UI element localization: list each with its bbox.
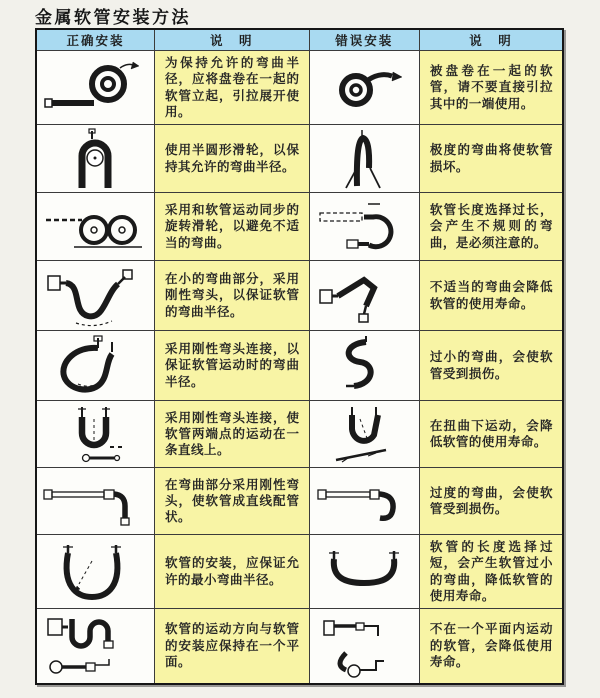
rigid-elbow-small-bend-icon (42, 264, 148, 328)
single-plane-motion-trap-icon (42, 613, 148, 679)
table-row (36, 535, 563, 609)
wrong-description: 极度的弯曲将使软管损坏。 (419, 125, 563, 193)
table-header-row (36, 29, 563, 51)
wrong-description: 过小的弯曲，会使软管受到损伤。 (419, 331, 563, 401)
wrong-illustration-cell (309, 331, 419, 401)
wrong-description: 软管的长度选择过短，会产生软管过小的弯曲，降低软管的使用寿命。 (419, 535, 563, 609)
correct-description: 在小的弯曲部分，采用刚性弯头，以保证软管的弯曲半径。 (154, 261, 309, 331)
installation-table (35, 28, 564, 685)
straight-run-rigid-elbow-icon (42, 470, 148, 532)
table-row (36, 125, 563, 193)
u-bend-inline-motion-icon (42, 403, 148, 465)
correct-illustration-cell (36, 468, 154, 535)
correct-description: 软管的运动方向与软管的安装应保持在一个平面。 (154, 609, 309, 684)
wrong-illustration-cell (309, 609, 419, 684)
correct-illustration-cell (36, 125, 154, 193)
too-short-hose-flat-bend-icon (316, 541, 412, 603)
page-title: 金属软管安装方法 (35, 8, 191, 28)
hose-over-semicircular-pulley-icon (42, 128, 148, 190)
wrong-illustration-cell (309, 468, 419, 535)
correct-description: 为保持允许的弯曲半径，应将盘卷在一起的软管立起，引拉展开使用。 (154, 51, 309, 125)
too-small-bend-s-curve-icon (316, 334, 412, 398)
rigid-elbow-connection-hook-icon (42, 334, 148, 398)
u-bend-twisted-motion-icon (316, 403, 412, 465)
header-correct-installation: 正确安装 (36, 29, 154, 51)
correct-description: 在弯曲部分采用刚性弯头，使软管成直线配管状。 (154, 468, 309, 535)
wrong-illustration-cell (309, 51, 419, 125)
correct-illustration-cell (36, 609, 154, 684)
synchronized-rotating-pulleys-icon (42, 196, 148, 258)
table-row (36, 51, 563, 125)
header-wrong-explanation: 说 明 (419, 29, 563, 51)
correct-description: 软管的安装，应保证允许的最小弯曲半径。 (154, 535, 309, 609)
out-of-plane-motion-icon (316, 613, 412, 679)
correct-illustration-cell (36, 51, 154, 125)
coiled-hose-end-pulled-icon (316, 56, 412, 120)
header-wrong-installation: 错误安装 (309, 29, 419, 51)
correct-illustration-cell (36, 401, 154, 468)
correct-description: 使用半圆形滑轮，以保持其允许的弯曲半径。 (154, 125, 309, 193)
overbent-end-loop-icon (316, 470, 412, 532)
wrong-illustration-cell (309, 193, 419, 261)
correct-illustration-cell (36, 535, 154, 609)
table-row (36, 468, 563, 535)
wrong-illustration-cell (309, 535, 419, 609)
overlong-hose-irregular-loop-icon (316, 196, 412, 258)
wrong-illustration-cell (309, 125, 419, 193)
hose-sharp-hairpin-bend-icon (316, 128, 412, 190)
table-row (36, 609, 563, 684)
coiled-hose-standing-unrolled-icon (42, 56, 148, 120)
wrong-description: 过度的弯曲，会使软管受到损伤。 (419, 468, 563, 535)
header-correct-explanation: 说 明 (154, 29, 309, 51)
correct-illustration-cell (36, 193, 154, 261)
wrong-illustration-cell (309, 401, 419, 468)
table-row (36, 331, 563, 401)
correct-description: 采用刚性弯头连接，使软管两端点的运动在一条直线上。 (154, 401, 309, 468)
table-row (36, 193, 563, 261)
minimum-bend-radius-u-icon (42, 541, 148, 603)
table-row (36, 261, 563, 331)
table-row (36, 401, 563, 468)
wrong-description: 软管长度选择过长，会产生不规则的弯曲，是必须注意的。 (419, 193, 563, 261)
wrong-description: 不适当的弯曲会降低软管的使用寿命。 (419, 261, 563, 331)
wrong-description: 在扭曲下运动，会降低软管的使用寿命。 (419, 401, 563, 468)
correct-description: 采用和软管运动同步的旋转滑轮，以避免不适当的弯曲。 (154, 193, 309, 261)
improper-sharp-bend-icon (316, 264, 412, 328)
correct-illustration-cell (36, 331, 154, 401)
wrong-description: 不在一个平面内运动的软管，会降低使用寿命。 (419, 609, 563, 684)
correct-illustration-cell (36, 261, 154, 331)
correct-description: 采用刚性弯头连接，以保证软管运动时的弯曲半径。 (154, 331, 309, 401)
wrong-illustration-cell (309, 261, 419, 331)
wrong-description: 被盘卷在一起的软管，请不要直接引拉其中的一端使用。 (419, 51, 563, 125)
